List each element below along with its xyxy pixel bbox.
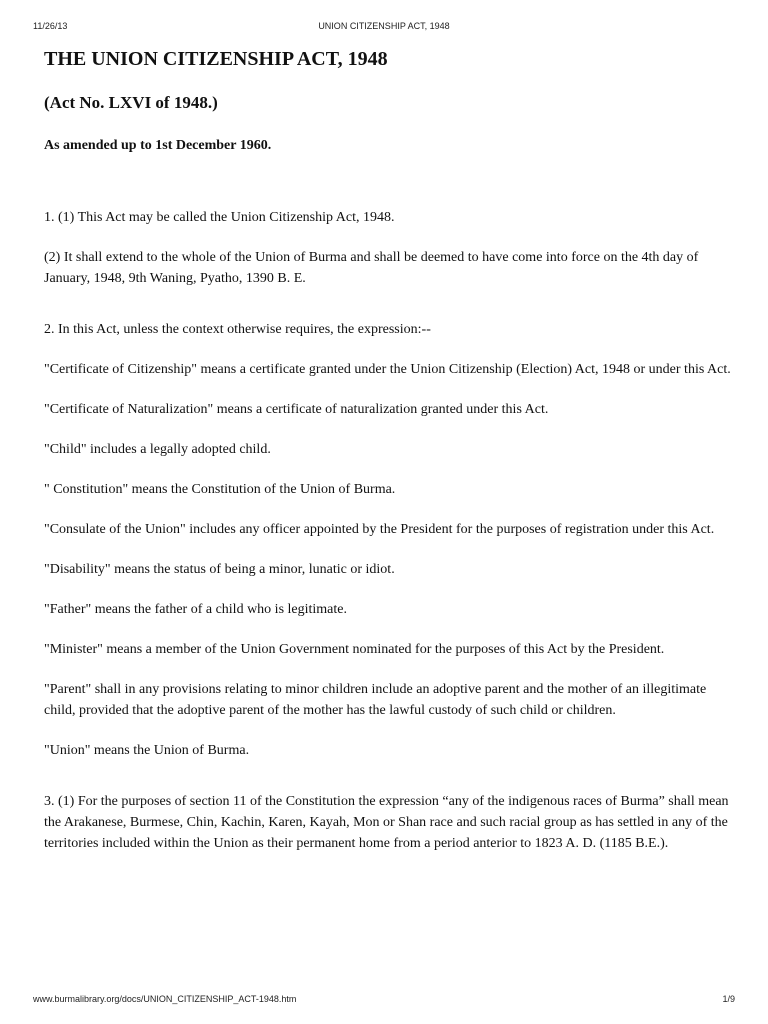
definition-father: "Father" means the father of a child who is legitimate.: [44, 602, 348, 617]
header-title: UNION CITIZENSHIP ACT, 1948: [318, 21, 450, 31]
definition-disability: "Disability" means the status of being a minor, lunatic or idiot.: [44, 562, 395, 577]
definition-minister: "Minister" means a member of the Union Government nominated for the purposes of this Act by the President.: [44, 642, 665, 657]
header-date: 11/26/13: [33, 21, 68, 31]
paragraph-1-2: (2) It shall extend to the whole of the Union of Burma and shall be deemed to have come into force on the 4th day of January, 1948, 9th Waning, Pyatho, 1390 B. E.: [44, 250, 699, 286]
definition-child: "Child" includes a legally adopted child.: [44, 442, 271, 457]
paragraph-2: 2. In this Act, unless the context otherwise requires, the expression:--: [44, 322, 431, 337]
definition-union: "Union" means the Union of Burma.: [44, 743, 250, 758]
definition-certificate-naturalization: "Certificate of Naturalization" means a certificate of naturalization granted under this Act.: [44, 402, 549, 417]
amendment-note: As amended up to 1st December 1960.: [44, 138, 272, 153]
definition-parent: "Parent" shall in any provisions relating to minor children include an adoptive parent and the mother of an illegitimate child, provided that the adoptive parent of the mother has the lawful custody of such child or children.: [44, 682, 707, 718]
footer-page-number: 1/9: [722, 994, 735, 1004]
document-body: [44, 46, 734, 854]
paragraph-1-1: 1. (1) This Act may be called the Union Citizenship Act, 1948.: [44, 210, 395, 225]
document-title: THE UNION CITIZENSHIP ACT, 1948: [44, 48, 388, 70]
act-number: (Act No. LXVI of 1948.): [44, 93, 218, 112]
definition-certificate-citizenship: "Certificate of Citizenship" means a certificate granted under the Union Citizenship (Election) Act, 1948 or under this Act.: [44, 362, 731, 377]
definition-consulate: "Consulate of the Union" includes any officer appointed by the President for the purposes of registration under this Act.: [44, 522, 715, 537]
paragraph-3-1: 3. (1) For the purposes of section 11 of the Constitution the expression “any of the indigenous races of Burma” shall mean the Arakanese, Burmese, Chin, Kachin, Karen, Kayah, Mon or Shan race and such racial group as has settled in any of the territories included within the Union as their permanent home from a period anterior to 1823 A. D. (1185 B.E.).: [44, 794, 729, 851]
definition-constitution: " Constitution" means the Constitution of the Union of Burma.: [44, 482, 396, 497]
footer-url: www.burmalibrary.org/docs/UNION_CITIZENSHIP_ACT-1948.htm: [33, 994, 297, 1004]
